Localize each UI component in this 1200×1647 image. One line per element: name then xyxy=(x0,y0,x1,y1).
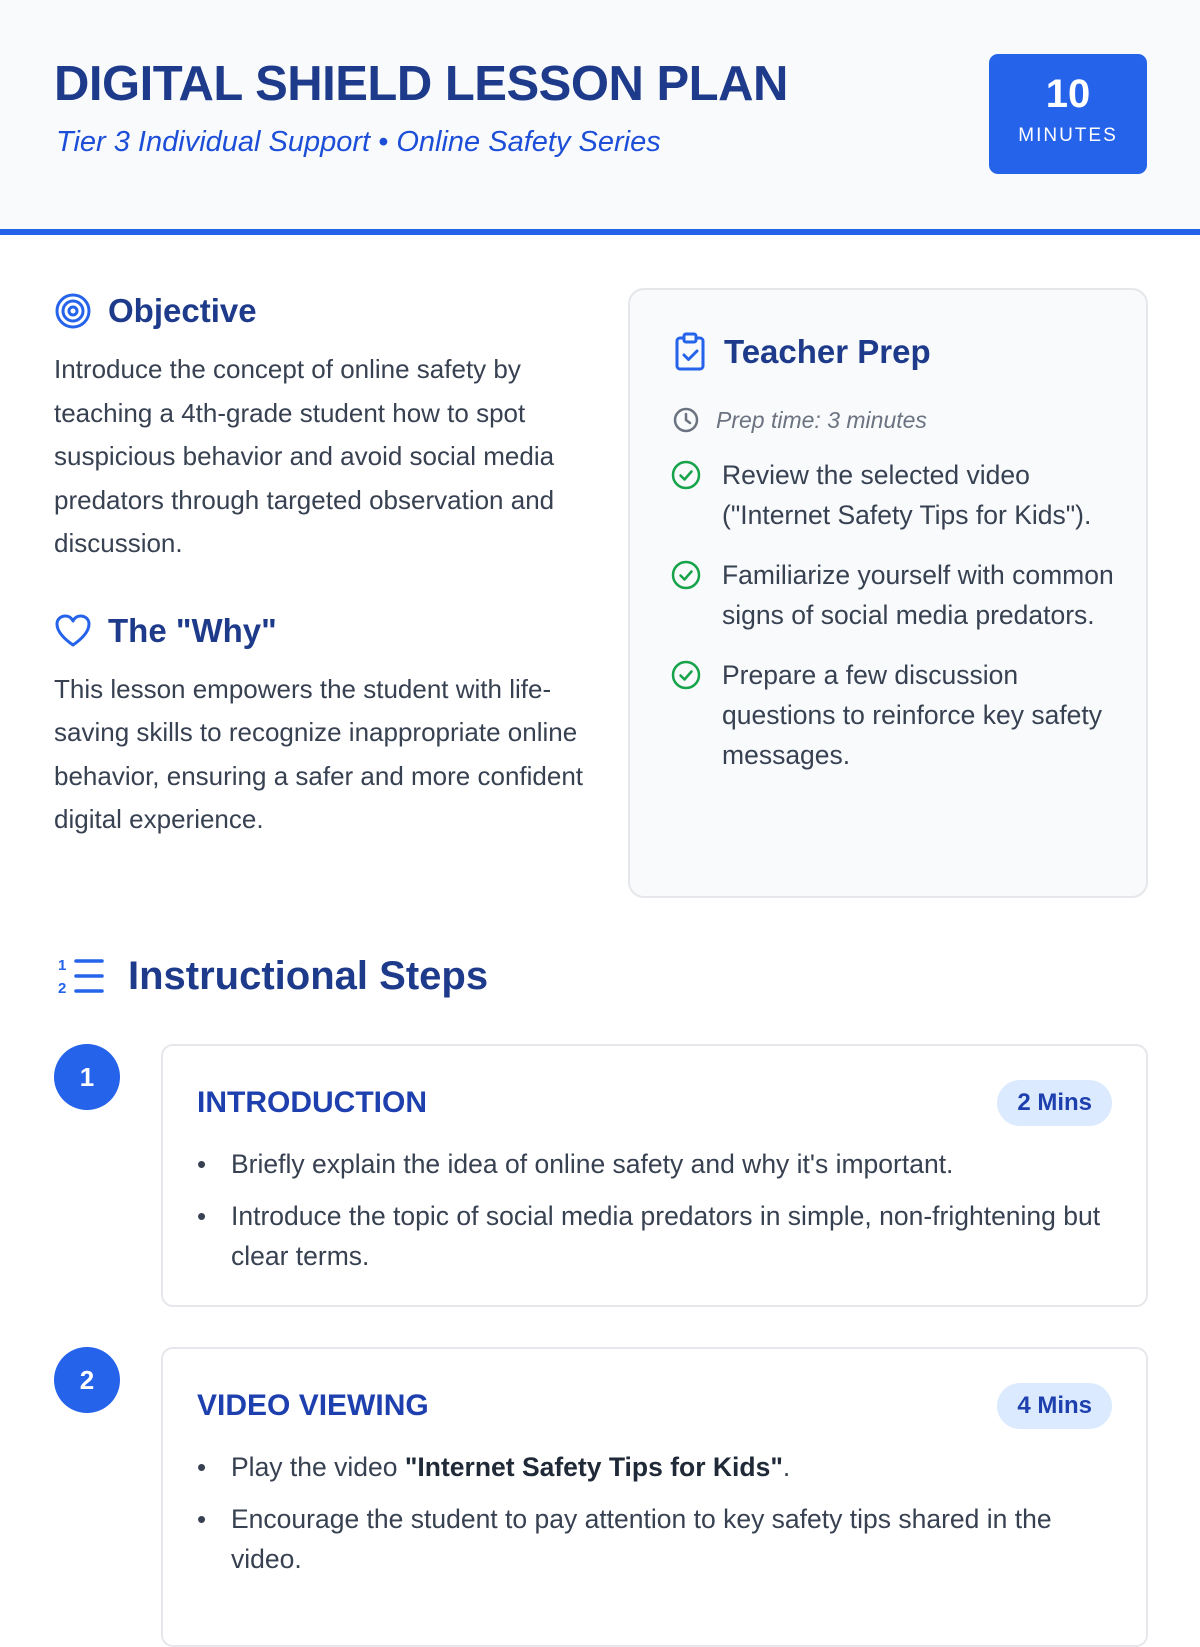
lesson-header xyxy=(0,0,1200,235)
list-item xyxy=(670,555,1120,635)
list-item: • Play the video "Internet Safety Tips for Kids". xyxy=(197,1447,1117,1487)
bullet-text: Play the video "Internet Safety Tips for Kids". xyxy=(231,1452,791,1482)
prep-item-text: Prepare a few discussion questions to reinforce key safety messages. xyxy=(722,660,1103,770)
page-title: DIGITAL SHIELD LESSON PLAN xyxy=(54,57,788,111)
teacher-prep-header xyxy=(672,332,931,372)
list-item xyxy=(670,455,1120,535)
page-subtitle: Tier 3 Individual Support • Online Safety Series xyxy=(56,126,661,158)
numbered-list-icon xyxy=(56,953,106,999)
objective-text: Introduce the concept of online safety by teaching a 4th-grade student how to spot suspicious behavior and avoid social media predators through targeted observation and discussion. xyxy=(54,354,555,558)
objective-section xyxy=(54,290,594,566)
step-number: 1 xyxy=(54,1044,120,1110)
bullet-text: Introduce the topic of social media predators in simple, non-frightening but clear terms. xyxy=(231,1201,1101,1271)
duration-badge xyxy=(989,54,1147,174)
why-section xyxy=(54,610,594,842)
check-circle-icon xyxy=(670,655,706,775)
step-title: VIDEO VIEWING xyxy=(197,1389,429,1422)
prep-item-text: Review the selected video ("Internet Safety Tips for Kids"). xyxy=(722,460,1092,530)
check-circle-icon xyxy=(670,555,706,635)
why-text: This lesson empowers the student with life-saving skills to recognize inappropriate online behavior, ensuring a safer and more confident digital experience. xyxy=(54,673,584,834)
svg-text:1: 1 xyxy=(58,957,67,974)
left-column xyxy=(54,290,594,842)
why-header xyxy=(54,610,594,652)
step-bullet-list xyxy=(197,1144,1117,1288)
objective-header xyxy=(54,290,594,332)
objective-heading: Objective xyxy=(108,292,257,329)
teacher-prep-card xyxy=(628,288,1148,898)
clock-icon xyxy=(672,406,700,434)
step-number: 2 xyxy=(54,1347,120,1413)
prep-checklist xyxy=(670,455,1120,795)
step-duration-badge: 4 Mins xyxy=(997,1383,1112,1429)
list-item xyxy=(670,655,1120,775)
duration-unit: MINUTES xyxy=(1018,125,1118,146)
bullet-text: Briefly explain the idea of online safety and why it's important. xyxy=(231,1149,954,1179)
instructional-steps-heading: Instructional Steps xyxy=(128,953,489,998)
list-item: • Introduce the topic of social media predators in simple, non-frightening but clear terms. xyxy=(197,1196,1117,1276)
prep-time xyxy=(672,406,927,434)
clipboard-check-icon xyxy=(672,332,708,372)
step-card xyxy=(161,1347,1148,1647)
duration-value: 10 xyxy=(1045,72,1091,116)
prep-time-text: Prep time: 3 minutes xyxy=(716,406,927,433)
step-bullet-list xyxy=(197,1447,1117,1591)
check-circle-icon xyxy=(670,455,706,535)
target-icon xyxy=(54,292,92,330)
step-card xyxy=(161,1044,1148,1307)
teacher-prep-heading: Teacher Prep xyxy=(724,333,931,370)
list-item: • Encourage the student to pay attention to key safety tips shared in the video. xyxy=(197,1499,1117,1579)
step-title: INTRODUCTION xyxy=(197,1086,427,1119)
prep-item-text: Familiarize yourself with common signs of social media predators. xyxy=(722,560,1114,630)
step-duration-badge: 2 Mins xyxy=(997,1080,1112,1126)
svg-text:2: 2 xyxy=(58,980,67,997)
list-item: • Briefly explain the idea of online safety and why it's important. xyxy=(197,1144,1117,1184)
why-heading: The "Why" xyxy=(108,611,277,649)
video-title: "Internet Safety Tips for Kids" xyxy=(404,1452,783,1482)
heart-icon xyxy=(54,612,92,650)
bullet-text: Encourage the student to pay attention to key safety tips shared in the video. xyxy=(231,1504,1052,1574)
instructional-steps-header xyxy=(56,953,488,999)
